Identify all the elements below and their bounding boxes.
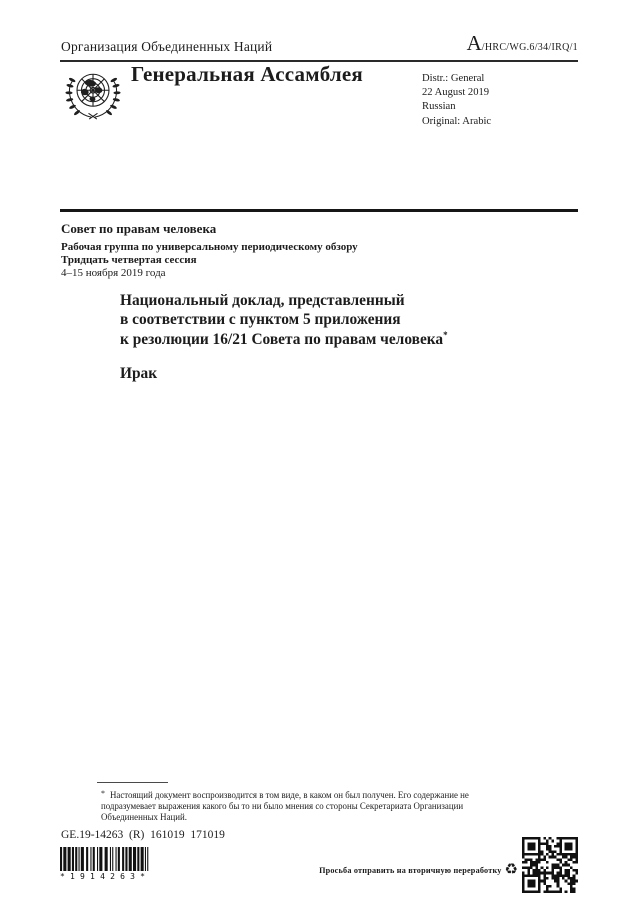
- footnote: [101, 789, 519, 822]
- report-title-line: Национальный доклад, представленный: [120, 292, 405, 309]
- recycle-text: Просьба отправить на вторичную переработку: [319, 866, 502, 875]
- distr-original: Original: Arabic: [422, 115, 492, 127]
- session-dates: 4–15 ноября 2019 года: [61, 267, 166, 280]
- barcode: [60, 847, 154, 881]
- report-title-line: к резолюции 16/21 Совета по правам человека*: [120, 329, 448, 348]
- document-symbol-rest: /HRC/WG.6/34/IRQ/1: [481, 42, 578, 53]
- ge-number: GE.19-14263 (R) 161019 171019: [61, 829, 225, 841]
- masthead-rule: [60, 209, 578, 212]
- session-number: Тридцать четвертая сессия: [61, 254, 197, 267]
- recycle-notice: [319, 863, 518, 878]
- footnote-rule: [97, 782, 168, 783]
- org-name: Организация Объединенных Наций: [61, 39, 273, 54]
- distr-language: Russian: [422, 101, 456, 113]
- footnote-marker: *: [101, 789, 105, 798]
- footnote-reference: *: [443, 329, 448, 340]
- report-title: [120, 291, 448, 349]
- working-group-name: Рабочая группа по универсальному периодическому обзору: [61, 241, 358, 253]
- council-name: Совет по правам человека: [61, 221, 217, 236]
- document-symbol-letter: A: [466, 31, 482, 55]
- distribution-block: [422, 72, 491, 129]
- barcode-digits: *1914263*: [60, 872, 151, 881]
- un-emblem-icon: [61, 64, 125, 128]
- session-block: [61, 221, 358, 281]
- footnote-text: Настоящий документ воспроизводится в том виде, в каком он был получен. Его содержание не подразумевает выражения какого бы то ни было мнения со стороны Секретариата Организации Объединенных Наций.: [101, 790, 469, 822]
- distr-line: Distr.: General: [422, 73, 485, 84]
- report-title-line: в соответствии с пунктом 5 приложения: [120, 311, 401, 329]
- qr-code: [522, 837, 578, 893]
- document-symbol: [467, 33, 578, 55]
- assembly-title: Генеральная Ассамблея: [131, 62, 363, 86]
- distr-date: 22 August 2019: [422, 87, 490, 99]
- country-name: Ирак: [120, 365, 158, 382]
- recycle-icon: ♻: [504, 862, 518, 878]
